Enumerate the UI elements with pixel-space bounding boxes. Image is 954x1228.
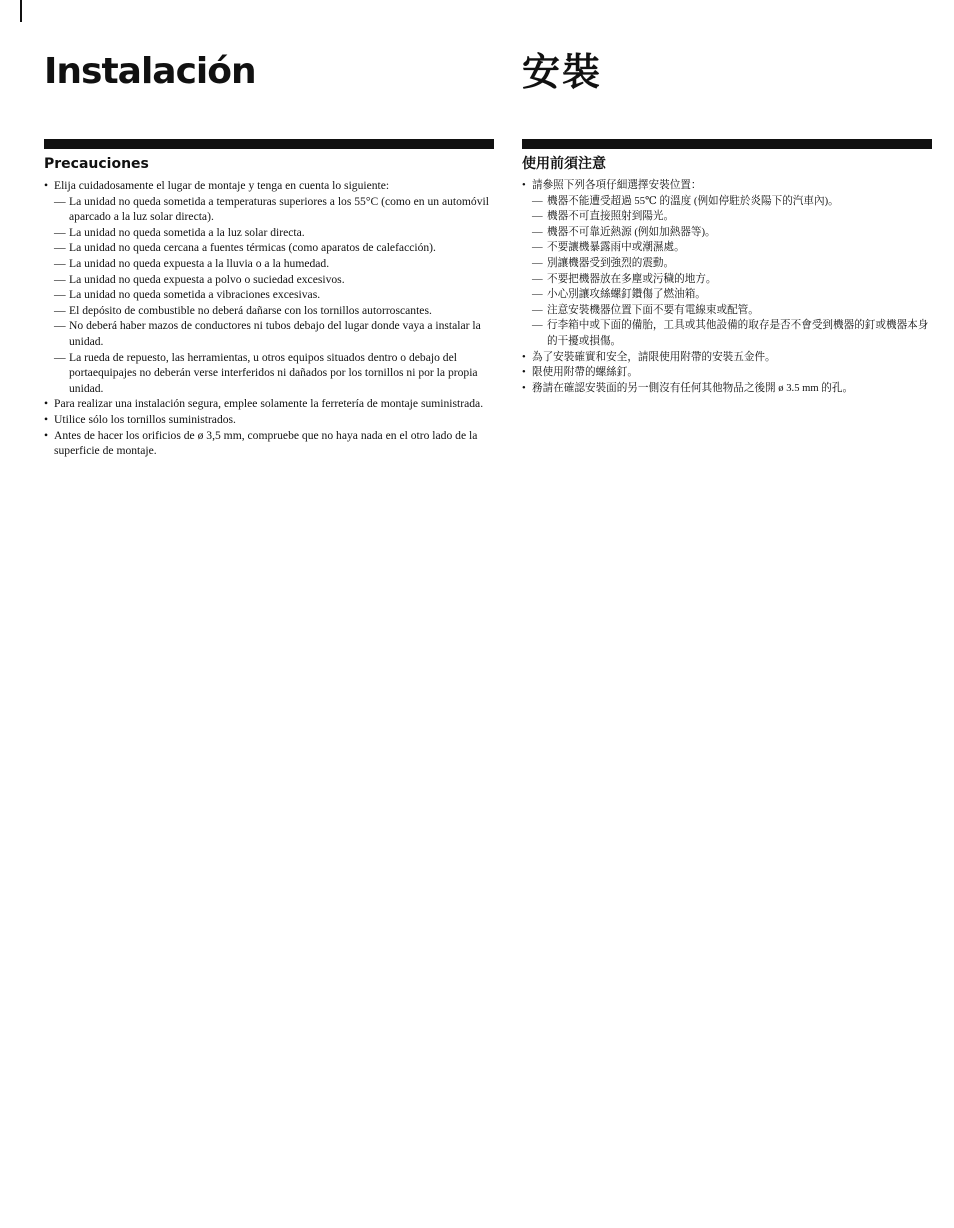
item-text: 請參照下列各項仔細選擇安裝位置： <box>532 180 702 191</box>
item-text: La unidad no queda cercana a fuentes térmicas (como aparatos de calefacción). <box>69 241 436 255</box>
section-title-es: Precauciones <box>44 156 149 172</box>
bullet-item <box>44 396 496 412</box>
item-text: La unidad no queda expuesta a polvo o suciedad excesivos. <box>69 272 345 286</box>
dash-item <box>522 240 932 256</box>
dash-item <box>522 225 932 241</box>
dash-marker: — <box>54 350 66 364</box>
bullet-item <box>44 178 496 194</box>
bullet-item <box>522 381 932 397</box>
item-text: 為了安裝確實和安全，請限使用附帶的安裝五金件。 <box>532 351 776 363</box>
item-text: La unidad no queda sometida a la luz solar directa. <box>69 225 305 239</box>
section-rule-es <box>44 139 494 149</box>
dash-item <box>44 350 496 397</box>
dash-item <box>522 287 932 303</box>
dash-item <box>522 272 932 288</box>
item-text: La unidad no queda expuesta a la lluvia o a la humedad. <box>69 256 330 270</box>
dash-marker: — <box>532 226 543 238</box>
crop-mark <box>20 0 22 22</box>
bullet-marker: • <box>522 351 526 363</box>
dash-item <box>44 240 496 256</box>
item-text: 注意安裝機器位置下面不要有電線束或配管。 <box>547 304 759 316</box>
dash-marker: — <box>54 288 66 302</box>
item-text: 別讓機器受到強烈的震動。 <box>547 257 675 269</box>
dash-item <box>522 303 932 319</box>
bullet-item <box>44 428 496 459</box>
item-text: 限使用附帶的螺絲釘。 <box>532 367 638 379</box>
dash-item <box>44 272 496 288</box>
dash-item <box>522 194 932 210</box>
dash-marker: — <box>54 241 66 255</box>
section-title-zh: 使用前須注意 <box>522 156 606 172</box>
dash-marker: — <box>532 195 543 207</box>
dash-marker: — <box>54 194 66 208</box>
item-text: 小心別讓攻絲螺釘鑽傷了燃油箱。 <box>547 289 706 301</box>
page-title-zh: 安裝 <box>522 50 603 94</box>
dash-marker: — <box>54 319 66 333</box>
item-text: 機器不可直接照射到陽光。 <box>547 211 675 223</box>
item-text: El depósito de combustible no deberá dañarse con los tornillos autorroscantes. <box>69 303 432 317</box>
bullet-marker: • <box>44 428 49 442</box>
dash-item <box>44 256 496 272</box>
dash-marker: — <box>532 289 543 301</box>
item-text: 不要讓機暴露雨中或潮濕處。 <box>547 242 685 254</box>
item-text: La rueda de repuesto, las herramientas, u otros equipos situados dentro o debajo del portaequipajes no deberán verse interferidos ni dañados por los tornillos ni por la propia unidad. <box>69 350 478 395</box>
bullet-marker: • <box>44 179 49 192</box>
page-title-es: Instalación <box>44 51 256 92</box>
dash-marker: — <box>532 273 543 285</box>
item-text: La unidad no queda sometida a temperaturas superiores a los 55°C (como en un automóvil aparcado a la luz solar directa). <box>69 194 489 224</box>
dash-item <box>522 209 932 225</box>
bullet-marker: • <box>522 382 526 394</box>
dash-item <box>44 303 496 319</box>
dash-marker: — <box>54 225 66 239</box>
dash-marker: — <box>532 257 543 269</box>
precautions-list-es <box>44 178 496 459</box>
dash-marker: — <box>54 303 66 317</box>
item-text: 機器不可靠近熱源 (例如加熱器等)。 <box>547 226 716 238</box>
dash-marker: — <box>54 272 66 286</box>
bullet-item <box>522 365 932 381</box>
item-text: 務請在確認安裝面的另一側沒有任何其他物品之後開 ø 3.5 mm 的孔。 <box>532 382 854 394</box>
item-text: No deberá haber mazos de conductores ni tubos debajo del lugar donde vaya a instalar la unidad. <box>69 319 481 348</box>
precautions-list-zh <box>522 178 932 396</box>
dash-item <box>522 256 932 272</box>
item-text: Elija cuidadosamente el lugar de montaje y tenga en cuenta lo siguiente: <box>54 179 390 192</box>
dash-marker: — <box>532 242 543 254</box>
item-text: Utilice sólo los tornillos suministrados. <box>54 412 236 426</box>
bullet-item <box>44 412 496 428</box>
dash-item <box>44 225 496 241</box>
item-text: La unidad no queda sometida a vibraciones excesivas. <box>69 288 321 302</box>
bullet-marker: • <box>522 180 526 191</box>
dash-item <box>44 318 496 349</box>
dash-item <box>44 287 496 303</box>
bullet-item <box>522 178 932 194</box>
dash-marker: — <box>54 256 66 270</box>
item-text: 機器不能遭受超過 55℃ 的溫度 (例如停駐於炎陽下的汽車內)。 <box>547 195 839 207</box>
dash-item <box>44 194 496 225</box>
bullet-marker: • <box>44 412 49 426</box>
bullet-item <box>522 350 932 366</box>
dash-item <box>522 318 932 349</box>
section-rule-zh <box>522 139 932 149</box>
dash-marker: — <box>532 211 543 223</box>
bullet-marker: • <box>522 367 526 379</box>
item-text: Antes de hacer los orificios de ø 3,5 mm, compruebe que no haya nada en el otro lado de la superficie de montaje. <box>54 428 478 458</box>
dash-marker: — <box>532 304 543 316</box>
bullet-marker: • <box>44 397 49 411</box>
dash-marker: — <box>532 320 543 332</box>
item-text: 行李箱中或下面的備胎，工具或其他設備的取存是否不會受到機器的釘或機器本身的干擾或損傷。 <box>547 320 929 347</box>
item-text: 不要把機器放在多塵或污穢的地方。 <box>547 273 717 285</box>
item-text: Para realizar una instalación segura, emplee solamente la ferretería de montaje suministrada. <box>54 397 484 411</box>
